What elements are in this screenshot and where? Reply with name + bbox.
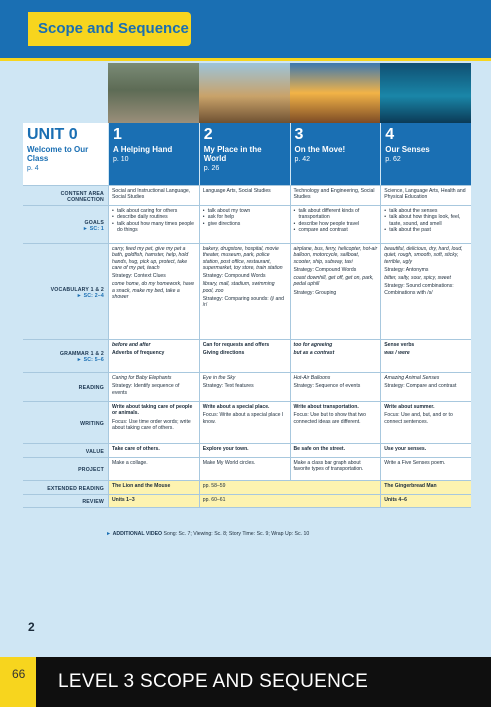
scene-ref: SC: 5–6: [83, 357, 104, 363]
title-bar: [28, 12, 191, 46]
unit-page: p. 62: [385, 156, 401, 163]
additional-video-label: ADDITIONAL VIDEO: [112, 531, 163, 537]
play-icon: ►: [106, 531, 112, 537]
table-cell: Units 4–6: [380, 495, 471, 507]
table-cell: [290, 373, 381, 401]
table-cell: [199, 402, 290, 443]
play-icon-label: [23, 226, 104, 232]
table-cell: Units 1–3: [108, 495, 199, 507]
unit-number: 2: [203, 126, 213, 143]
unit-header-row: [23, 123, 471, 185]
unit-1-header: [108, 123, 199, 185]
scene-ref: SC: 1: [89, 225, 104, 232]
table-cell: [290, 402, 381, 443]
row-label-line: CONTENT AREA: [60, 190, 104, 197]
page-title: Scope and Sequence: [38, 20, 189, 37]
list-item: • talk about my town: [203, 208, 287, 214]
row-label-line: WRITING: [80, 420, 104, 427]
table-cell: [108, 340, 199, 372]
writing-focus: Focus: Use but to show that two connected ideas are different.: [293, 412, 366, 425]
header-stripe: [0, 58, 491, 61]
grammar-point: before and after: [112, 342, 151, 348]
row-label-line: REVIEW: [82, 499, 104, 505]
reading-title: Caring for Baby Elephants: [112, 375, 172, 381]
grammar-point: too for agreeing: [293, 342, 333, 348]
unit-photos: [108, 63, 471, 123]
vocab-words: beautiful, delicious, dry, hard, loud, quiet, rough, smooth, soft, sticky, terrible, ugly: [384, 246, 463, 265]
writing-focus: Focus: Write about a special place I know.: [202, 412, 284, 425]
vocab-strategy: Strategy: Sound combinations: Combinations with /s/: [384, 283, 454, 296]
writing-focus: Focus: Use and, but, and or to connect sentences.: [384, 412, 453, 425]
unit-title: Our Senses: [385, 145, 430, 154]
row-label: [23, 495, 108, 507]
table-cell: Explore your town.: [199, 444, 290, 457]
row-value: [23, 443, 471, 457]
row-label: [23, 481, 108, 494]
list-item: • talk about different kinds of transportation: [294, 208, 378, 221]
vocab-words: airplane, bus, ferry, helicopter, hot-air balloon, motorcycle, sailboat, scooter, ship, subway, taxi: [293, 246, 378, 265]
table-cell: [199, 373, 290, 401]
table-cell: [290, 244, 381, 339]
table-cell: Social and Instructional Language, Social Studies: [108, 186, 199, 205]
unit-number: 3: [294, 126, 304, 143]
unit-page: p. 4: [27, 165, 39, 172]
reading-title: Hot-Air Balloons: [293, 375, 331, 381]
inner-page-number: 2: [28, 620, 35, 634]
row-label-line: READING: [78, 385, 104, 391]
unit-0-header: [23, 123, 108, 185]
row-project: [23, 457, 471, 480]
unit-title: My Place in the World: [203, 145, 262, 163]
footer-bar: [0, 657, 491, 707]
table-cell: Make a class bar graph about favorite types of transportation.: [290, 458, 381, 480]
table-cell: [199, 340, 290, 372]
table-cell: [380, 206, 471, 243]
footer-title: LEVEL 3 SCOPE AND SEQUENCE: [58, 671, 369, 692]
scope-table: [23, 185, 471, 508]
play-icon: ►: [82, 225, 89, 232]
unit-number: 4: [385, 126, 395, 143]
unit-page: p. 26: [203, 165, 220, 172]
list-item: • give directions: [203, 221, 287, 227]
list-item: • talk about the past: [384, 227, 468, 233]
unit-number: 1: [113, 126, 122, 143]
table-cell: [290, 206, 381, 243]
vocab-words: library, mall, stadium, swimming pool, zoo: [202, 281, 275, 294]
reading-strategy: Strategy: Sequence of events: [293, 383, 361, 390]
table-cell: [380, 402, 471, 443]
rhinoceros-photo: [108, 63, 199, 123]
scene-ref: SC: 2–4: [83, 292, 104, 299]
vocab-words: bakery, drugstore, hospital, movie theater, museum, park, police station, post office, restaurant, supermarket, toy store, train station: [202, 246, 283, 271]
table-cell: Be safe on the street.: [290, 444, 381, 457]
vocab-strategy: Strategy: Compound Words: [202, 273, 266, 280]
row-label-line: GOALS: [84, 219, 104, 226]
table-cell: Take care of others.: [108, 444, 199, 457]
unit-title: A Helping Hand: [113, 145, 173, 154]
vocab-words: coast downhill, get off, get on, park, pedal uphill: [293, 275, 374, 288]
row-writing: [23, 401, 471, 443]
vocab-strategy: Strategy: Grouping: [293, 289, 337, 296]
list-item: • ask for help: [203, 214, 287, 220]
unit-title: On the Move!: [294, 145, 346, 154]
grammar-point: Can for requests and offers: [202, 342, 270, 348]
row-content-area: [23, 185, 471, 205]
list-item: • talk about the senses: [384, 208, 468, 214]
table-cell: [108, 244, 199, 339]
writing-task: Write about summer.: [384, 404, 435, 410]
grammar-point: Giving directions: [202, 350, 245, 357]
row-label: [23, 206, 108, 243]
vocab-words: come home, do my homework, have a snack, make my bed, take a shower: [112, 281, 195, 301]
vocab-words: carry, feed my pet, give my pet a bath, goldfish, hamster, help, hold hands, hug, pick up, protect, take care of my pet, teach: [112, 246, 189, 271]
writing-task: Write about taking care of people or animals.: [112, 404, 193, 417]
row-label: [23, 373, 108, 401]
table-cell: The Lion and the Mouse: [108, 481, 199, 494]
table-cell: [199, 244, 290, 339]
writing-focus: Focus: Use time order words; write about taking care of others.: [112, 418, 191, 431]
table-cell: Technology and Engineering, Social Studies: [290, 186, 381, 205]
unit-title: Welcome to Our Class: [27, 145, 89, 163]
row-label-line: GRAMMAR 1 & 2: [59, 351, 104, 357]
vocab-strategy: Strategy: Compound Words: [293, 266, 357, 273]
vocab-strategy: Strategy: Comparing sounds: /j/ and /r/: [202, 296, 285, 309]
writing-task: Write about a special place.: [202, 404, 270, 410]
play-icon-label: [23, 357, 104, 363]
reading-title: Amazing Animal Senses: [384, 375, 440, 381]
list-item: • describe how people travel: [294, 221, 378, 227]
grammar-point: was / were: [384, 350, 410, 357]
grammar-point: Sense verbs: [384, 342, 415, 348]
grammar-point: but as a contrast: [293, 350, 335, 357]
row-label: [23, 444, 108, 457]
vocab-words: bitter, salty, sour, spicy, sweet: [384, 275, 451, 282]
table-cell: Write a Five Senses poem.: [380, 458, 471, 480]
list-item: • talk about how things look, feel, taste, sound, and smell: [384, 214, 468, 227]
reading-strategy: Strategy: Compare and contrast: [384, 383, 457, 390]
unit-number: UNIT 0: [27, 126, 78, 143]
table-cell: Science, Language Arts, Health and Physical Education: [380, 186, 471, 205]
table-cell: [199, 206, 290, 243]
snorkeler-photo: [380, 63, 471, 123]
table-cell: [380, 340, 471, 372]
table-cell: [108, 206, 199, 243]
row-label: [23, 244, 108, 339]
row-vocabulary: [23, 243, 471, 339]
row-label-line: EXTENDED READING: [47, 485, 104, 492]
row-label: [23, 458, 108, 480]
row-reading: [23, 372, 471, 401]
row-label: [23, 402, 108, 443]
unit-2-header: [199, 123, 290, 185]
list-item: • talk about caring for others: [112, 208, 196, 214]
table-cell: pp. 58–59: [199, 481, 381, 494]
row-grammar: [23, 339, 471, 372]
row-label-line: VOCABULARY 1 & 2: [50, 286, 104, 293]
table-cell: The Gingerbread Man: [380, 481, 471, 494]
reading-strategy: Strategy: Text features: [202, 383, 254, 390]
row-extended-reading: [23, 480, 471, 494]
row-label: [23, 340, 108, 372]
footer-page-number: 66: [0, 657, 36, 707]
reading-strategy: Strategy: Identify sequence of events: [112, 383, 180, 396]
play-icon: ►: [76, 357, 82, 363]
additional-video-text: Song: Sc. 7; Viewing: Sc. 8; Story Time: Sc. 9; Wrap Up: Sc. 10: [163, 531, 310, 537]
writing-task: Write about transportation.: [293, 404, 359, 410]
play-icon-label: [23, 293, 104, 299]
row-label: [23, 186, 108, 205]
table-cell: Make My World circles.: [199, 458, 290, 480]
list-item: • talk about how many times people do things: [112, 221, 196, 234]
grammar-point: Adverbs of frequency: [112, 350, 165, 357]
unit-4-header: [380, 123, 471, 185]
unit-page: p. 42: [294, 156, 311, 163]
list-item: • describe daily routines: [112, 214, 196, 220]
row-review: [23, 494, 471, 508]
table-cell: [108, 402, 199, 443]
vocab-strategy: Strategy: Antonyms: [384, 266, 429, 273]
table-cell: [290, 340, 381, 372]
hot-air-balloons-photo: [290, 63, 381, 123]
table-cell: Make a collage.: [108, 458, 199, 480]
table-cell: pp. 60–61: [199, 495, 381, 507]
row-goals: [23, 205, 471, 243]
play-icon: ►: [76, 292, 82, 299]
row-label-line: VALUE: [85, 448, 104, 455]
row-label-line: PROJECT: [78, 467, 104, 473]
unit-page: p. 10: [113, 156, 129, 163]
table-cell: Language Arts, Social Studies: [199, 186, 290, 205]
table-cell: [380, 244, 471, 339]
unit-3-header: [290, 123, 381, 185]
table-cell: [380, 373, 471, 401]
table-cell: [108, 373, 199, 401]
vocab-strategy: Strategy: Context Clues: [112, 273, 166, 280]
list-item: • compare and contrast: [294, 227, 378, 233]
table-cell: Use your senses.: [380, 444, 471, 457]
additional-video-note: [106, 531, 309, 537]
reading-title: Eye in the Sky: [202, 375, 236, 381]
row-label-line: CONNECTION: [67, 196, 104, 203]
street-performer-photo: [199, 63, 290, 123]
